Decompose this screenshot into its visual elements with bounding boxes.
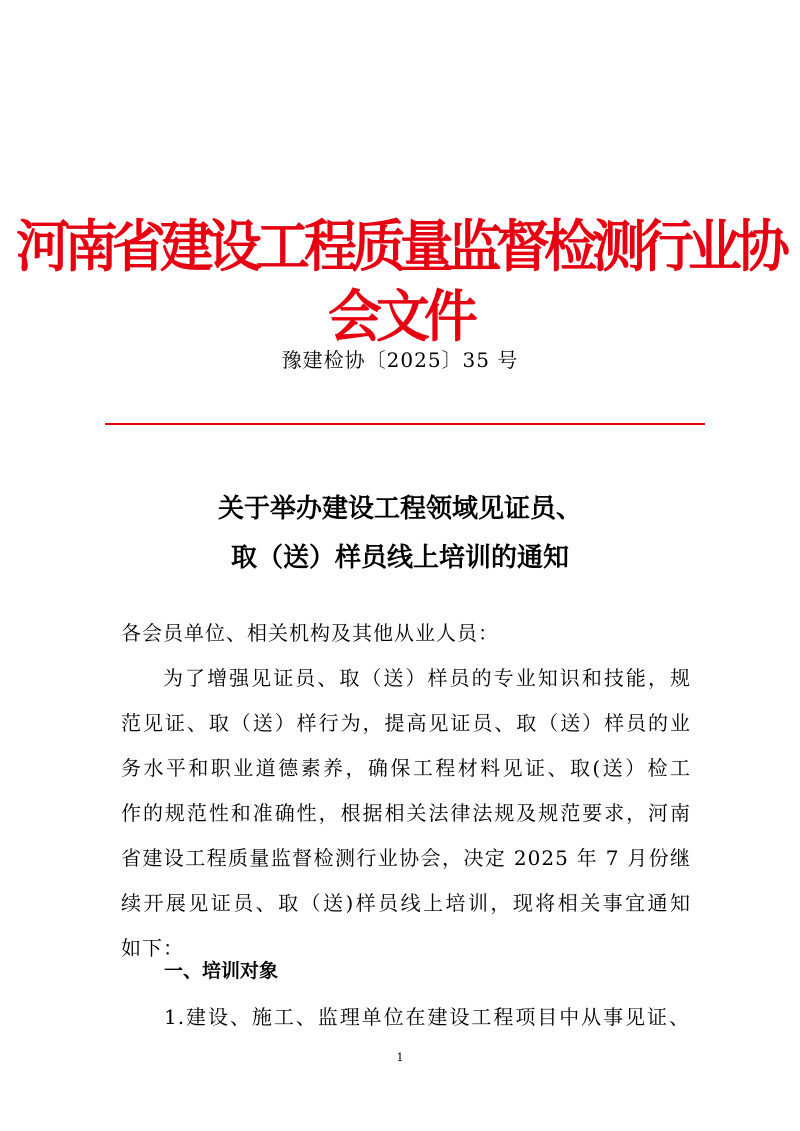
paragraph-line: 作的规范性和准确性，根据相关法律法规及规范要求，河南 <box>121 801 691 825</box>
document-number: 豫建检协〔2025〕35 号 <box>281 348 519 372</box>
section-heading-training-targets: 一、培训对象 <box>164 960 279 982</box>
paragraph-line: 如下： <box>121 936 184 960</box>
org-header-title: 河南省建设工程质量监督检测行业协会文件 <box>16 214 784 350</box>
red-divider-line <box>105 423 705 425</box>
body-paragraph <box>121 663 691 963</box>
paragraph-line: 续开展见证员、取（送)样员线上培训，现将相关事宜通知 <box>121 891 691 915</box>
paragraph-line: 为了增强见证员、取（送）样员的专业知识和技能，规 <box>163 666 691 690</box>
salutation: 各会员单位、相关机构及其他从业人员： <box>121 621 499 645</box>
section-item-1: 1.建设、施工、监理单位在建设工程项目中从事见证、 <box>164 1005 690 1029</box>
notice-title-line-2: 取（送）样员线上培训的通知 <box>230 543 569 573</box>
page-number: 1 <box>396 1051 404 1064</box>
notice-title-line-1: 关于举办建设工程领域见证员、 <box>217 494 582 524</box>
paragraph-line: 务水平和职业道德素养，确保工程材料见证、取(送）检工 <box>121 756 691 780</box>
paragraph-line: 范见证、取（送）样行为，提高见证员、取（送）样员的业 <box>121 711 691 735</box>
paragraph-line: 省建设工程质量监督检测行业协会，决定 2025 年 7 月份继 <box>121 846 691 870</box>
